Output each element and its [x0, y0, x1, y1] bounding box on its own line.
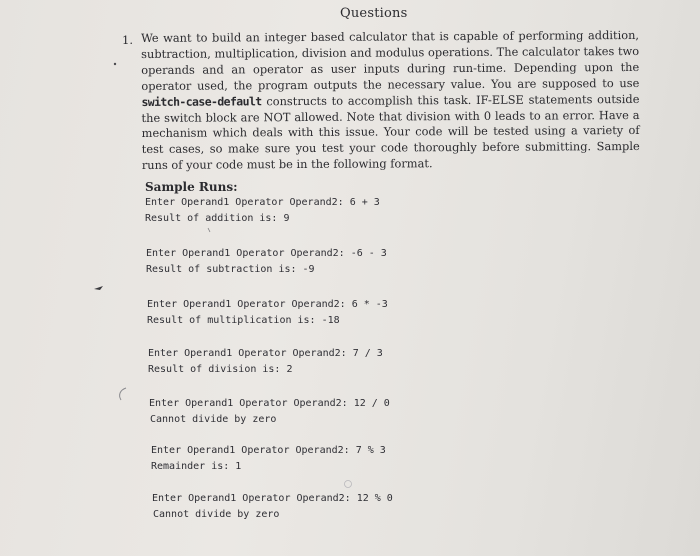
pen-mark-arrow [93, 283, 105, 295]
run-2-input: Enter Operand1 Operator Operand2: -6 - 3 [146, 248, 387, 259]
question-text [141, 28, 640, 174]
page-title: Questions [340, 6, 408, 21]
run-5-input: Enter Operand1 Operator Operand2: 12 / 0 [149, 398, 390, 409]
run-7-output: Cannot divide by zero [153, 509, 280, 520]
run-5-output: Cannot divide by zero [150, 414, 277, 425]
smudge-circle [343, 479, 353, 489]
run-3-output: Result of multiplication is: -18 [147, 315, 340, 326]
run-3-input: Enter Operand1 Operator Operand2: 6 * -3 [147, 299, 388, 310]
run-4-input: Enter Operand1 Operator Operand2: 7 / 3 [148, 348, 383, 359]
pen-mark-arc [115, 386, 129, 402]
run-6-output: Remainder is: 1 [151, 461, 242, 472]
question-text-part-2: constructs to accomplish this task. IF-ELSE statements outside the switch block are NOT allowed. Note that division with 0 leads to an error. Have a mechanism which deals with this issue. Your code will be tested using a variety of test cases, so make sure you test your code thoroughly before submitting. Sample runs of your code must be in the following format. [141, 91, 640, 173]
run-7-input: Enter Operand1 Operator Operand2: 12 % 0 [152, 493, 393, 504]
run-1-output: Result of addition is: 9 [145, 213, 290, 224]
run-2-output: Result of subtraction is: -9 [146, 264, 315, 275]
run-1-input: Enter Operand1 Operator Operand2: 6 + 3 [145, 197, 380, 208]
question-text-part-1: We want to build an integer based calculator that is capable of performing addition, subtraction, multiplication, division and modulus operations. The calculator takes two operands and an operator as user inputs during run-time. Depending upon the operator used, the program outputs the necessary value. You are supposed to use [141, 27, 640, 93]
sample-runs-heading: Sample Runs: [145, 180, 238, 194]
pen-tick [207, 227, 211, 233]
question-number: 1. [122, 33, 133, 47]
dust-speck [113, 62, 117, 66]
run-6-input: Enter Operand1 Operator Operand2: 7 % 3 [151, 445, 386, 456]
run-4-output: Result of division is: 2 [148, 364, 293, 375]
question-bold-term: switch-case-default [141, 93, 262, 109]
